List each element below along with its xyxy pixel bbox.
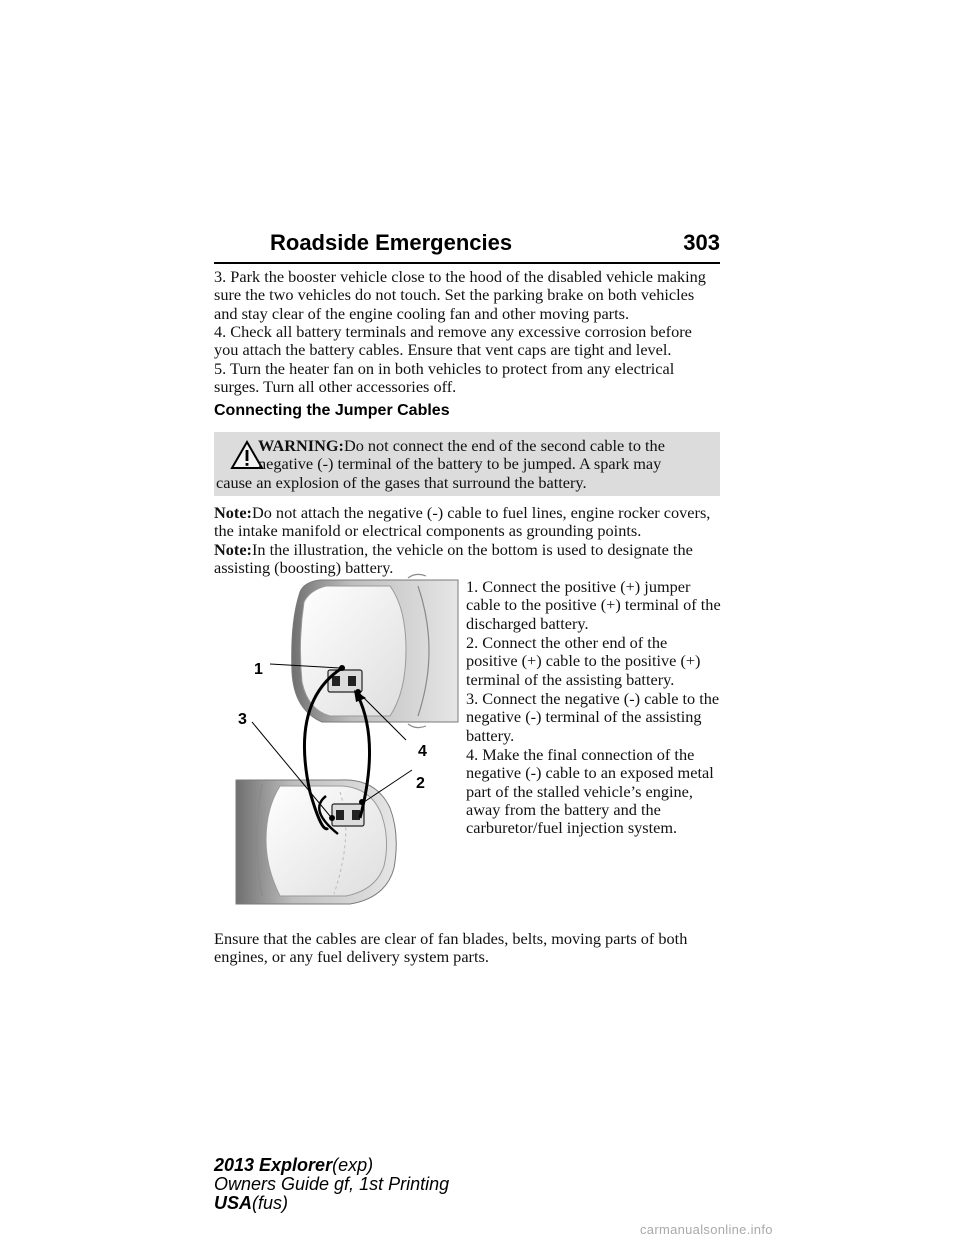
footer-model-code: (exp) bbox=[332, 1155, 374, 1175]
disabled-vehicle bbox=[292, 574, 458, 727]
warning-line-1 bbox=[258, 437, 718, 455]
footer-market: USA bbox=[214, 1193, 253, 1213]
paragraph-step-4: 4. Check all battery terminals and remove any excessive corrosion before you attach the battery cables. Ensure that vent caps are tight and level. bbox=[214, 322, 692, 360]
jump-step-4: 4. Make the final connection of the negative (-) cable to an exposed metal part of the stalled vehicle’s engine, away from the battery and the carburetor/fuel injection system. bbox=[466, 745, 714, 838]
paragraph-step-5: 5. Turn the heater fan on in both vehicles to protect from any electrical surges. Turn all other accessories off. bbox=[214, 359, 675, 397]
note-label: Note: bbox=[214, 503, 252, 522]
callout-1: 1 bbox=[254, 661, 263, 678]
jumper-cable-illustration bbox=[230, 572, 460, 912]
note-label: Note: bbox=[214, 540, 252, 559]
jump-step-3: 3. Connect the negative (-) cable to the negative (-) terminal of the assisting battery. bbox=[466, 689, 720, 745]
page-header bbox=[214, 226, 720, 264]
footer-line-3 bbox=[214, 1194, 449, 1213]
note-text: In the illustration, the vehicle on the bottom is used to designate the assisting (boosting) battery. bbox=[214, 540, 693, 578]
warning-box bbox=[214, 432, 720, 496]
note-grounding bbox=[214, 504, 720, 541]
subheading: Connecting the Jumper Cables bbox=[214, 402, 450, 419]
warning-line-1-text: Do not connect the end of the second cable to the bbox=[343, 436, 665, 455]
callout-4: 4 bbox=[418, 743, 427, 760]
page-footer bbox=[214, 1156, 449, 1213]
warning-first-lines bbox=[258, 437, 718, 474]
footer-line-2: Owners Guide gf, 1st Printing bbox=[214, 1174, 450, 1194]
warning-line-3: cause an explosion of the gases that surround the battery. bbox=[216, 473, 587, 492]
watermark: carmanualsonline.info bbox=[640, 1222, 773, 1237]
note-text: Do not attach the negative (-) cable to fuel lines, engine rocker covers, the intake manifold or electrical components as grounding points. bbox=[214, 503, 711, 541]
warning-label: WARNING: bbox=[258, 436, 344, 455]
footer-market-code: (fus) bbox=[252, 1193, 289, 1213]
jump-step-2: 2. Connect the other end of the positive (+) cable to the positive (+) terminal of the assisting battery. bbox=[466, 633, 701, 689]
paragraph-step-3: 3. Park the booster vehicle close to the hood of the disabled vehicle making sure the two vehicles do not touch. Set the parking brake on both vehicles and stay clear of the engine cooling fan and other moving parts. bbox=[214, 267, 706, 323]
jump-step-1: 1. Connect the positive (+) jumper cable to the positive (+) terminal of the discharged battery. bbox=[466, 577, 721, 633]
footer-line-1 bbox=[214, 1156, 449, 1175]
closing-paragraph: Ensure that the cables are clear of fan blades, belts, moving parts of both engines, or any fuel delivery system parts. bbox=[214, 929, 688, 967]
section-title: Roadside Emergencies bbox=[270, 230, 513, 255]
footer-model: 2013 Explorer bbox=[214, 1155, 333, 1175]
page-number: 303 bbox=[683, 230, 720, 255]
callout-3: 3 bbox=[238, 711, 247, 728]
warning-line-2: negative (-) terminal of the battery to be jumped. A spark may bbox=[258, 454, 662, 474]
callout-2: 2 bbox=[416, 775, 425, 792]
assisting-vehicle bbox=[236, 780, 396, 904]
